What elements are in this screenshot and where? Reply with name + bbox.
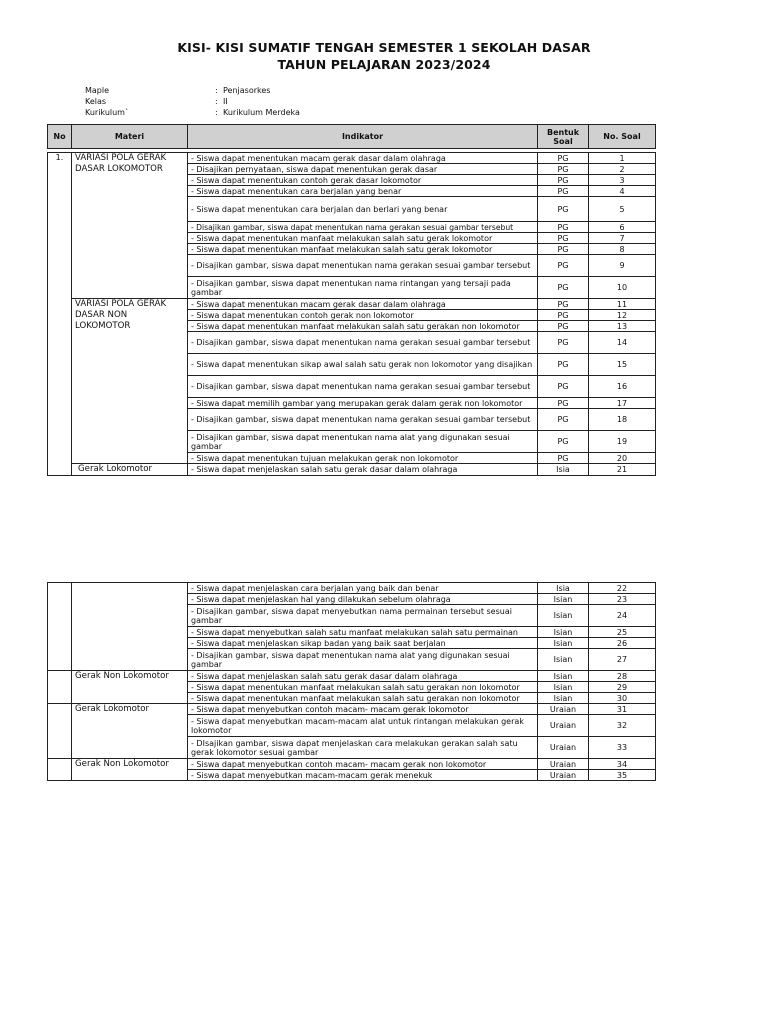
nosoal-cell: 29 — [589, 682, 656, 693]
bentuk-cell: PG — [538, 409, 589, 431]
table-row — [48, 671, 656, 682]
bentuk-cell: Uraian — [538, 770, 589, 781]
indikator-cell: - Disajikan pernyataan, siswa dapat menentukan gerak dasar — [188, 164, 538, 175]
table-row — [48, 464, 656, 476]
materi-non-lokomotor: VARIASI POLA GERAK DASAR NON LOKOMOTOR — [72, 299, 188, 464]
nosoal-cell: 17 — [589, 398, 656, 409]
materi-gerak-lokomotor: Gerak Lokomotor — [72, 464, 188, 476]
bentuk-cell: Uraian — [538, 737, 589, 759]
bentuk-cell: Isian — [538, 638, 589, 649]
bentuk-cell: Uraian — [538, 759, 589, 770]
indikator-cell: - Disajikan gambar, siswa dapat menentukan nama alat yang digunakan sesuai gambar — [188, 649, 538, 671]
row-number-empty — [48, 464, 72, 476]
header-bentuk-soal — [538, 125, 589, 149]
nosoal-cell: 3 — [589, 175, 656, 186]
document-title-line2: TAHUN PELAJARAN 2023/2024 — [277, 57, 491, 72]
indikator-cell: - Siswa dapat menentukan manfaat melakukan salah satu gerak lokomotor — [188, 244, 538, 255]
bentuk-cell: Isian — [538, 605, 589, 627]
meta-colon: : — [215, 108, 218, 117]
bentuk-cell: Uraian — [538, 704, 589, 715]
kisi-table-2 — [47, 582, 656, 781]
table-header-row — [48, 125, 656, 149]
bentuk-cell: PG — [538, 197, 589, 222]
indikator-cell: - Disajikan gambar, siswa dapat menentukan nama gerakan sesuai gambar tersebut — [188, 332, 538, 354]
bentuk-cell: PG — [538, 332, 589, 354]
indikator-cell: - Disajikan gambar, siswa dapat menentukan nama gerakan sesuai gambar tersebut — [188, 376, 538, 398]
indikator-cell: - Siswa dapat menjelaskan salah satu gerak dasar dalam olahraga — [188, 464, 538, 476]
indikator-cell: - Disajikan gambar, siswa dapat menentukan nama alat yang digunakan sesuai gambar — [188, 431, 538, 453]
bentuk-cell: PG — [538, 186, 589, 197]
nosoal-cell: 6 — [589, 222, 656, 233]
nosoal-cell: 27 — [589, 649, 656, 671]
meta-colon: : — [215, 86, 218, 95]
nosoal-cell: 10 — [589, 277, 656, 299]
nosoal-cell: 32 — [589, 715, 656, 737]
materi-gerak-lokomotor: Gerak Lokomotor — [72, 704, 188, 759]
indikator-cell: - Siswa dapat menjelaskan hal yang dilakukan sebelum olahraga — [188, 594, 538, 605]
bentuk-cell: PG — [538, 321, 589, 332]
row-number-empty — [48, 583, 72, 671]
indikator-cell: - Disajikan gambar, siswa dapat menyebutkan nama permainan tersebut sesuai gambar — [188, 605, 538, 627]
bentuk-cell: PG — [538, 222, 589, 233]
indikator-cell: - Siswa dapat menentukan macam gerak dasar dalam olahraga — [188, 153, 538, 164]
indikator-cell: - Siswa dapat menyebutkan salah satu manfaat melakukan salah satu permainan — [188, 627, 538, 638]
nosoal-cell: 9 — [589, 255, 656, 277]
materi-gerak-non-lokomotor-2: Gerak Non Lokomotor — [72, 759, 188, 781]
nosoal-cell: 21 — [589, 464, 656, 476]
nosoal-cell: 8 — [589, 244, 656, 255]
indikator-cell: - Siswa dapat menyebutkan contoh macam- macam gerak lokomotor — [188, 704, 538, 715]
indikator-cell: - Siswa dapat menentukan manfaat melakukan salah satu gerakan non lokomotor — [188, 693, 538, 704]
indikator-cell: - Siswa dapat menyebutkan contoh macam- macam gerak non lokomotor — [188, 759, 538, 770]
bentuk-cell: PG — [538, 164, 589, 175]
indikator-cell: - Siswa dapat menentukan manfaat melakukan salah satu gerakan non lokomotor — [188, 682, 538, 693]
indikator-cell: - Siswa dapat menentukan tujuan melakukan gerak non lokomotor — [188, 453, 538, 464]
bentuk-cell: PG — [538, 299, 589, 310]
indikator-cell: - Disajikan gambar, siswa dapat menentukan nama gerakan sesuai gambar tersebut — [188, 255, 538, 277]
indikator-cell: - Siswa dapat menentukan contoh gerak non lokomotor — [188, 310, 538, 321]
nosoal-cell: 12 — [589, 310, 656, 321]
bentuk-cell: PG — [538, 453, 589, 464]
header-materi: Materi — [72, 125, 188, 149]
table-row — [48, 759, 656, 770]
indikator-cell: - Siswa dapat menjelaskan sikap badan yang baik saat berjalan — [188, 638, 538, 649]
row-number-empty — [48, 704, 72, 759]
meta-key: Kurikulum` — [85, 108, 129, 117]
materi-gerak-non-lokomotor: Gerak Non Lokomotor — [72, 671, 188, 704]
meta-value: Kurikulum Merdeka — [223, 108, 300, 117]
nosoal-cell: 19 — [589, 431, 656, 453]
header-indikator: Indikator — [188, 125, 538, 149]
bentuk-cell: PG — [538, 277, 589, 299]
bentuk-cell: Isia — [538, 464, 589, 476]
bentuk-cell: PG — [538, 233, 589, 244]
bentuk-cell: PG — [538, 175, 589, 186]
indikator-cell: - Siswa dapat memilih gambar yang merupakan gerak dalam gerak non lokomotor — [188, 398, 538, 409]
nosoal-cell: 20 — [589, 453, 656, 464]
header-no: No — [48, 125, 72, 149]
bentuk-cell: Uraian — [538, 715, 589, 737]
nosoal-cell: 11 — [589, 299, 656, 310]
bentuk-cell: PG — [538, 354, 589, 376]
nosoal-cell: 30 — [589, 693, 656, 704]
indikator-cell: - Siswa dapat menentukan contoh gerak dasar lokomotor — [188, 175, 538, 186]
header-bentuk-line1: Bentuk — [546, 127, 580, 137]
nosoal-cell: 31 — [589, 704, 656, 715]
bentuk-cell: PG — [538, 244, 589, 255]
nosoal-cell: 24 — [589, 605, 656, 627]
nosoal-cell: 23 — [589, 594, 656, 605]
bentuk-cell: Isian — [538, 682, 589, 693]
nosoal-cell: 5 — [589, 197, 656, 222]
indikator-cell: - Siswa dapat menentukan macam gerak dasar dalam olahraga — [188, 299, 538, 310]
meta-value: II — [223, 97, 228, 106]
nosoal-cell: 25 — [589, 627, 656, 638]
bentuk-cell: PG — [538, 376, 589, 398]
nosoal-cell: 22 — [589, 583, 656, 594]
bentuk-cell: PG — [538, 255, 589, 277]
bentuk-cell: Isian — [538, 649, 589, 671]
bentuk-cell: PG — [538, 153, 589, 164]
nosoal-cell: 14 — [589, 332, 656, 354]
indikator-cell: - Siswa dapat menentukan sikap awal salah satu gerak non lokomotor yang disajikan — [188, 354, 538, 376]
nosoal-cell: 4 — [589, 186, 656, 197]
materi-empty — [72, 583, 188, 671]
table-row — [48, 704, 656, 715]
indikator-cell: - Disajikan gambar, siswa dapat menentukan nama gerakan sesuai gambar tersebut — [188, 222, 538, 233]
nosoal-cell: 16 — [589, 376, 656, 398]
indikator-cell: - Siswa dapat menentukan manfaat melakukan salah satu gerakan non lokomotor — [188, 321, 538, 332]
nosoal-cell: 18 — [589, 409, 656, 431]
indikator-cell: - Disajikan gambar, siswa dapat menentukan nama rintangan yang tersaji pada gambar — [188, 277, 538, 299]
row-number: 1. — [48, 153, 72, 464]
indikator-cell: - Disajikan gambar, siswa dapat menentukan nama gerakan sesuai gambar tersebut — [188, 409, 538, 431]
nosoal-cell: 33 — [589, 737, 656, 759]
bentuk-cell: Isian — [538, 627, 589, 638]
bentuk-cell: Isian — [538, 671, 589, 682]
row-number-empty — [48, 759, 72, 781]
row-number-empty — [48, 671, 72, 704]
bentuk-cell: PG — [538, 431, 589, 453]
meta-colon: : — [215, 97, 218, 106]
nosoal-cell: 7 — [589, 233, 656, 244]
indikator-cell: - Siswa dapat menjelaskan salah satu gerak dasar dalam olahraga — [188, 671, 538, 682]
document-title-line1: KISI- KISI SUMATIF TENGAH SEMESTER 1 SEKOLAH DASAR — [177, 40, 591, 55]
indikator-cell: - Siswa dapat menyebutkan macam-macam gerak menekuk — [188, 770, 538, 781]
nosoal-cell: 15 — [589, 354, 656, 376]
bentuk-cell: PG — [538, 398, 589, 409]
bentuk-cell: Isia — [538, 583, 589, 594]
table-row — [48, 583, 656, 594]
kisi-table-1 — [47, 124, 656, 476]
materi-lokomotor: VARIASI POLA GERAK DASAR LOKOMOTOR — [72, 153, 188, 299]
meta-key: Maple — [85, 86, 110, 95]
nosoal-cell: 35 — [589, 770, 656, 781]
table-row — [48, 153, 656, 164]
header-bentuk-line2: Soal — [553, 136, 573, 146]
indikator-cell: - Siswa dapat menyebutkan macam-macam alat untuk rintangan melakukan gerak lokomotor — [188, 715, 538, 737]
indikator-cell: - DIsajikan gambar, siswa dapat menjelaskan cara melakukan gerakan salah satu gerak lokomotor sesuai gambar — [188, 737, 538, 759]
indikator-cell: - Siswa dapat menentukan cara berjalan yang benar — [188, 186, 538, 197]
nosoal-cell: 13 — [589, 321, 656, 332]
nosoal-cell: 2 — [589, 164, 656, 175]
header-no-soal: No. Soal — [589, 125, 656, 149]
indikator-cell: - Siswa dapat menjelaskan cara berjalan yang baik dan benar — [188, 583, 538, 594]
indikator-cell: - Siswa dapat menentukan cara berjalan dan berlari yang benar — [188, 197, 538, 222]
meta-key: Kelas — [85, 97, 107, 106]
meta-value: Penjasorkes — [223, 86, 271, 95]
bentuk-cell: Isian — [538, 594, 589, 605]
table-row — [48, 299, 656, 310]
nosoal-cell: 26 — [589, 638, 656, 649]
bentuk-cell: Isian — [538, 693, 589, 704]
nosoal-cell: 1 — [589, 153, 656, 164]
indikator-cell: - Siswa dapat menentukan manfaat melakukan salah satu gerak lokomotor — [188, 233, 538, 244]
nosoal-cell: 34 — [589, 759, 656, 770]
bentuk-cell: PG — [538, 310, 589, 321]
nosoal-cell: 28 — [589, 671, 656, 682]
